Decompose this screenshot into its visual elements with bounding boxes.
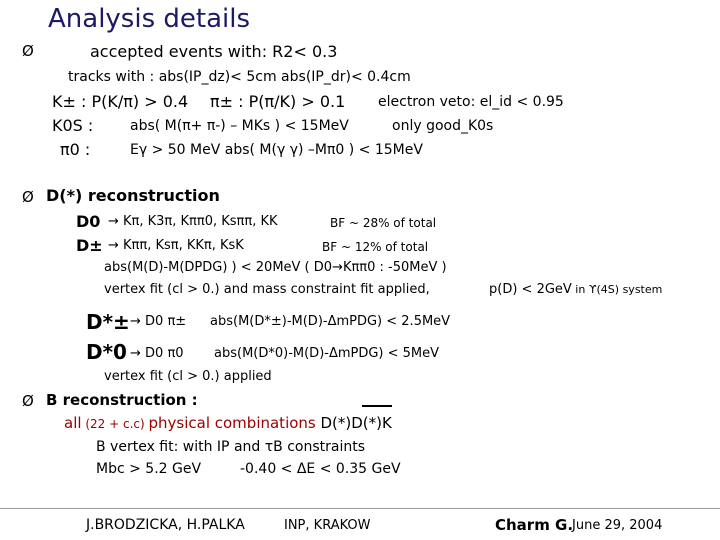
comb-count: (22 + c.c): [81, 417, 149, 431]
dstar0-cut: abs(M(D*0)-M(D)-ΔmPDG) < 5MeV: [214, 346, 440, 361]
bullet-icon: Ø: [22, 392, 34, 410]
footer-institute: INP, KRAKOW: [284, 518, 371, 533]
b-combinations: [64, 414, 392, 432]
comb-all: all: [64, 414, 82, 432]
pion-cut: π± : P(π/K) > 0.1: [210, 92, 346, 111]
ks-cut: abs( M(π+ π-) – MKs ) < 15MeV: [130, 118, 349, 134]
pd-cut: [489, 282, 662, 297]
b-vertex-fit: B vertex fit: with IP and τB constraints: [96, 439, 366, 455]
delta-e-cut: -0.40 < ΔE < 0.35 GeV: [240, 461, 401, 477]
d-star-symbol: D(*): [46, 186, 83, 205]
kaon-cut: K± : P(K/π) > 0.4: [52, 92, 189, 111]
footer-divider: [0, 508, 720, 509]
d-mass-cut: abs(M(D)-M(DPDG) ) < 20MeV ( D0→Kππ0 : -50MeV ): [104, 260, 447, 275]
b-reco-title: B reconstruction :: [46, 391, 198, 409]
dbar-overline: [362, 405, 392, 407]
dstar-pm-label: D*±: [86, 310, 130, 334]
d-reco-title: reconstruction: [82, 186, 220, 205]
d0-modes: → Kπ, K3π, Kππ0, Ksππ, KK: [108, 214, 278, 229]
footer-talk: Charm G.: [495, 516, 574, 534]
d-reco-head-a: [46, 186, 220, 205]
pd-cut-value: p(D) < 2GeV: [489, 282, 572, 297]
dpm-bf: BF ~ 12% of total: [322, 240, 429, 254]
dstar-pm-cut: abs(M(D*±)-M(D)-ΔmPDG) < 2.5MeV: [210, 314, 451, 329]
ks-label: K0S :: [52, 116, 94, 135]
dstar0-decay: → D0 π0: [130, 346, 184, 361]
upsilon-frame: in ϒ(4S) system: [571, 283, 663, 296]
bullet-icon: Ø: [22, 42, 34, 60]
comb-final-state: D(*)D(*)K: [315, 414, 392, 432]
d0-label: D0: [76, 212, 101, 231]
dstar0-label: D*0: [86, 340, 127, 364]
comb-physical: physical combinations: [148, 414, 316, 432]
electron-veto: electron veto: el_id < 0.95: [378, 94, 564, 110]
good-ks: only good_K0s: [392, 118, 494, 134]
slide-title: Analysis details: [48, 4, 251, 34]
footer-authors: J.BRODZICKA, H.PALKA: [86, 517, 245, 533]
tracks-line: tracks with : abs(IP_dz)< 5cm abs(IP_dr)< 0.4cm: [68, 69, 411, 85]
vertex-fit-2: vertex fit (cl > 0.) applied: [104, 369, 272, 384]
d0-bf: BF ~ 28% of total: [330, 216, 437, 230]
vertex-fit-1: vertex fit (cl > 0.) and mass constraint fit applied,: [104, 282, 430, 297]
dpm-label: D±: [76, 236, 103, 255]
bullet-icon: Ø: [22, 188, 34, 206]
accepted-events-line: accepted events with: R2< 0.3: [90, 42, 338, 61]
pi0-cut: Eγ > 50 MeV abs( M(γ γ) –Mπ0 ) < 15MeV: [130, 142, 423, 158]
mbc-cut: Mbc > 5.2 GeV: [96, 461, 202, 477]
pi0-label: π0 :: [60, 140, 91, 159]
dstar-pm-decay: → D0 π±: [130, 314, 187, 329]
footer-date: June 29, 2004: [572, 518, 663, 533]
dpm-modes: → Kππ, Ksπ, KKπ, KsK: [108, 238, 244, 253]
